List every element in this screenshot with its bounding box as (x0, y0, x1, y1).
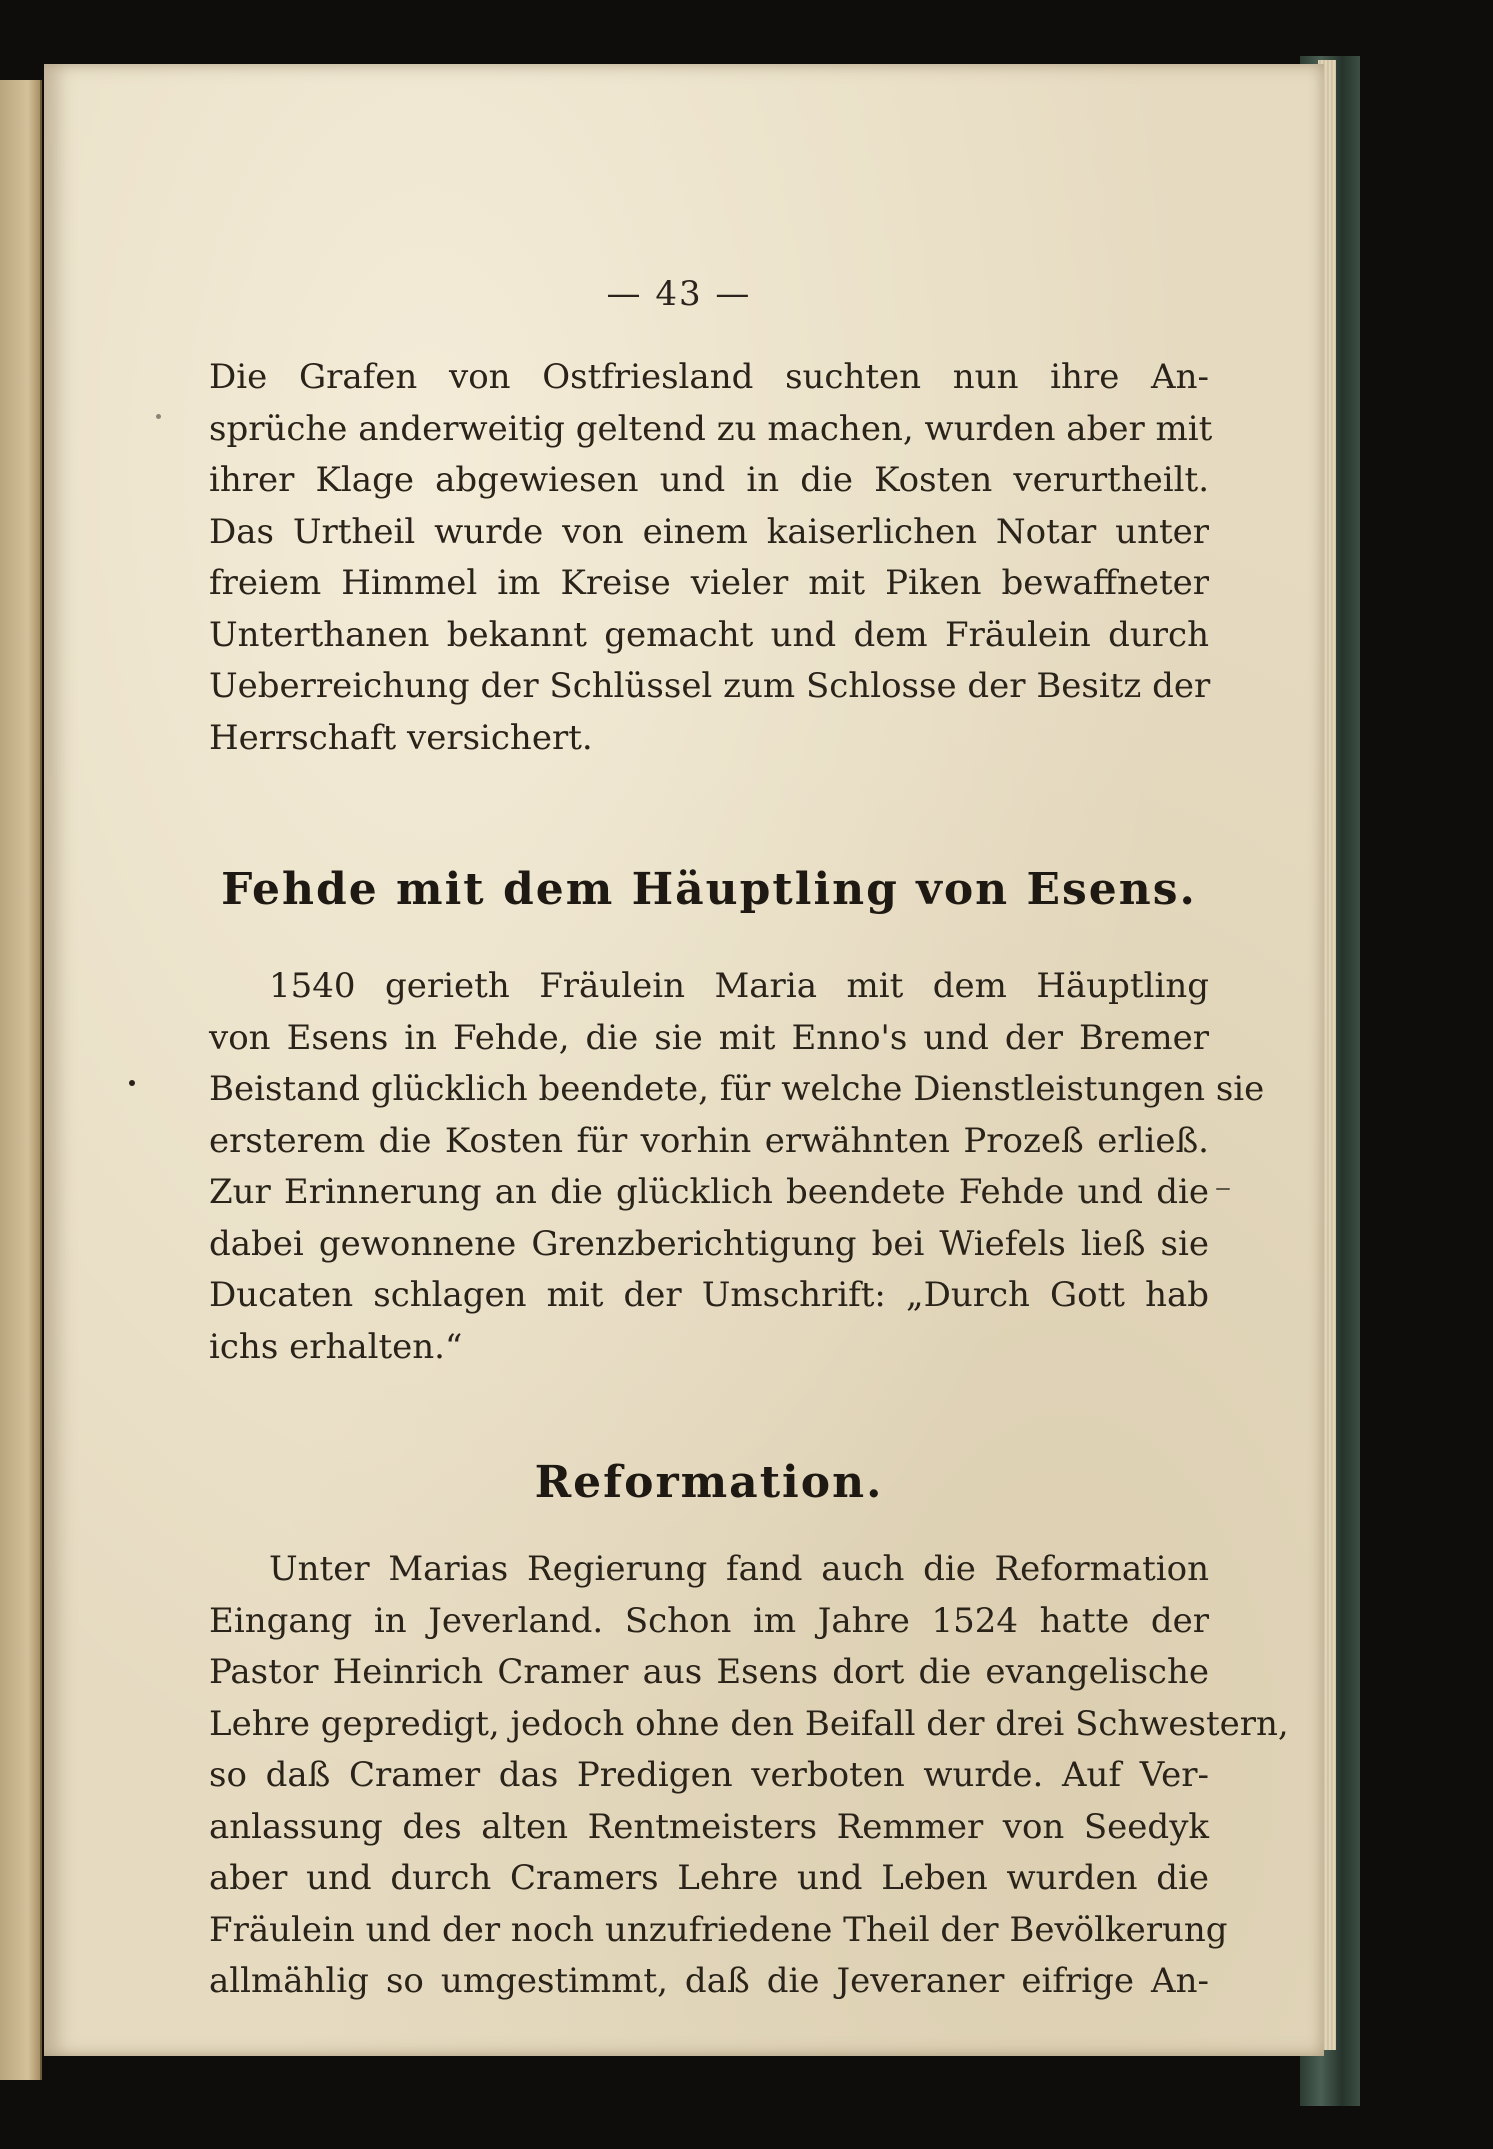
section-heading-reformation: Reformation. (534, 1457, 884, 1508)
text-line: 1540 gerieth Fräulein Maria mit dem Häuptling (269, 966, 1209, 1006)
text-line: dabei gewonnene Grenzberichtigung bei Wiefels ließ sie (209, 1223, 1209, 1264)
text-line: Eingang in Jeverland. Schon im Jahre 1524 hatte der (209, 1600, 1209, 1641)
text-line: sprüche anderweitig geltend zu machen, wurden aber mit (209, 408, 1213, 449)
text-line: ichs erhalten.“ (209, 1326, 463, 1367)
text-line: Beistand glücklich beendete, für welche Dienstleistungen sie (209, 1069, 1265, 1109)
text-line: ihrer Klage abgewiesen und in die Kosten verurtheilt. (209, 460, 1209, 500)
text-line: Die Grafen von Ostfriesland suchten nun ihre An- (209, 357, 1209, 397)
page-number: — 43 — (606, 274, 752, 314)
text-line: von Esens in Fehde, die sie mit Enno's und der Bremer (209, 1017, 1209, 1058)
text-line: Unterthanen bekannt gemacht und dem Fräulein durch (209, 614, 1209, 655)
text-line: aber und durch Cramers Lehre und Leben wurden die (209, 1858, 1209, 1898)
text-line: ersterem die Kosten für vorhin erwähnten Prozeß erließ. (209, 1120, 1209, 1161)
text-line: Pastor Heinrich Cramer aus Esens dort die evangelische (209, 1652, 1209, 1692)
text-line: Ducaten schlagen mit der Umschrift: „Durch Gott hab (209, 1275, 1209, 1315)
text-line: freiem Himmel im Kreise vieler mit Piken bewaffneter (209, 563, 1209, 603)
text-line: anlassung des alten Rentmeisters Remmer von Seedyk (209, 1806, 1209, 1847)
book-page (44, 64, 1324, 2056)
text-line: Lehre gepredigt, jedoch ohne den Beifall der drei Schwestern, (209, 1703, 1289, 1744)
text-line: so daß Cramer das Predigen verboten wurde. Auf Ver- (209, 1755, 1209, 1795)
ink-speck (129, 1080, 135, 1086)
text-line: Herrschaft versichert. (209, 717, 593, 758)
ink-speck (1216, 1188, 1230, 1190)
text-line: allmählig so umgestimmt, daß die Jeveraner eifrige An- (209, 1961, 1209, 2001)
section-heading-fehde: Fehde mit dem Häuptling von Esens. (221, 864, 1197, 915)
ink-speck (156, 414, 161, 419)
paragraph-fehde (209, 961, 1265, 1373)
text-line: Das Urtheil wurde von einem kaiserlichen Notar unter (209, 511, 1209, 552)
paragraph-reformation (209, 1544, 1289, 2008)
text-line: Unter Marias Regierung fand auch die Reformation (269, 1549, 1209, 1589)
facing-page-edge (0, 80, 42, 2080)
text-line: Ueberreichung der Schlüssel zum Schlosse der Besitz der (209, 666, 1211, 706)
paragraph-counts-claims (209, 352, 1213, 764)
text-line: Fräulein und der noch unzufriedene Theil der Bevölkerung (209, 1909, 1228, 1950)
text-line: Zur Erinnerung an die glücklich beendete Fehde und die (209, 1172, 1209, 1212)
